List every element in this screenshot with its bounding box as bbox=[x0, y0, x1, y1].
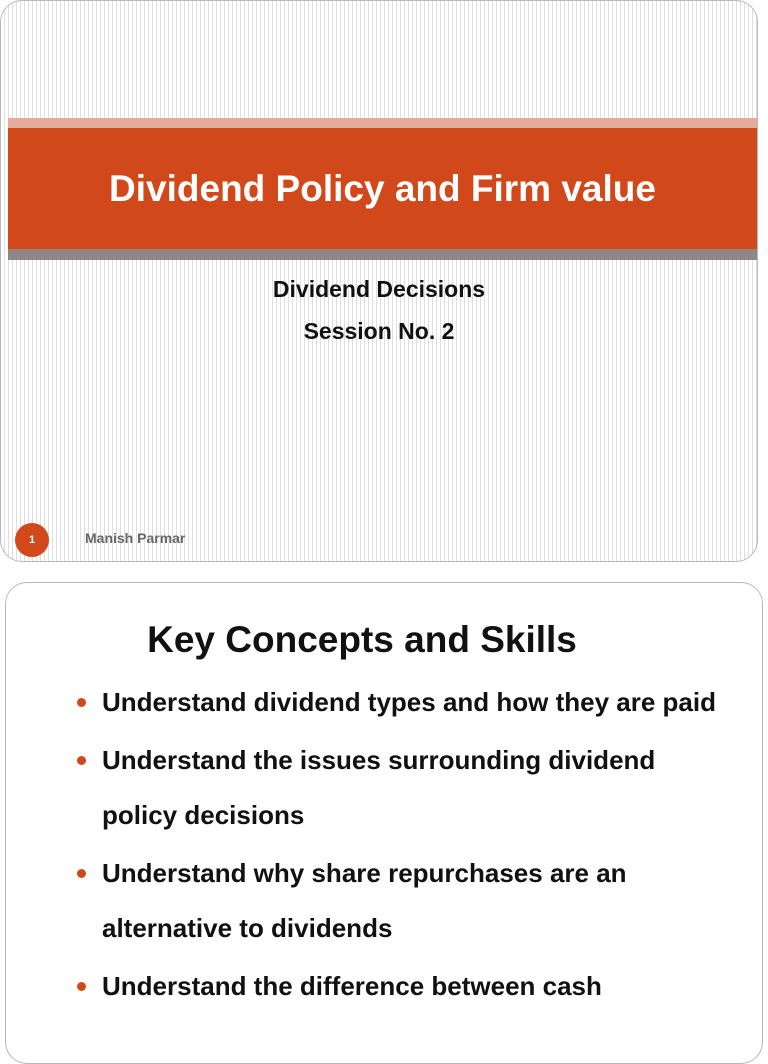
slide-heading: Key Concepts and Skills bbox=[147, 619, 577, 660]
bullet-text: Understand why share repurchases are an alternative to dividends bbox=[102, 858, 627, 943]
subtitle-line-2: Session No. 2 bbox=[303, 318, 455, 344]
subtitle-line-1: Dividend Decisions bbox=[272, 276, 486, 302]
author-name: Manish Parmar bbox=[85, 530, 186, 546]
bullet-dot-icon bbox=[77, 698, 86, 707]
bullet-text: Understand the issues surrounding dividend policy decisions bbox=[102, 745, 656, 830]
title-band-top-stripe bbox=[8, 118, 757, 128]
bullet-item bbox=[77, 846, 737, 956]
bullet-item bbox=[77, 959, 737, 1014]
title-band bbox=[8, 128, 757, 249]
bullet-item bbox=[77, 733, 737, 843]
bullet-item bbox=[77, 675, 737, 730]
title-band-bottom-stripe bbox=[8, 249, 757, 260]
bullet-dot-icon bbox=[77, 869, 86, 878]
concepts-slide bbox=[5, 582, 763, 1064]
bullet-text: Understand the difference between cash bbox=[102, 971, 602, 1001]
page-number-badge: 1 bbox=[15, 523, 49, 557]
bullet-dot-icon bbox=[77, 756, 86, 765]
slide-title: Dividend Policy and Firm value bbox=[109, 167, 656, 209]
bullet-dot-icon bbox=[77, 982, 86, 991]
bullet-list bbox=[77, 675, 737, 1017]
bullet-text: Understand dividend types and how they are paid bbox=[102, 687, 716, 717]
